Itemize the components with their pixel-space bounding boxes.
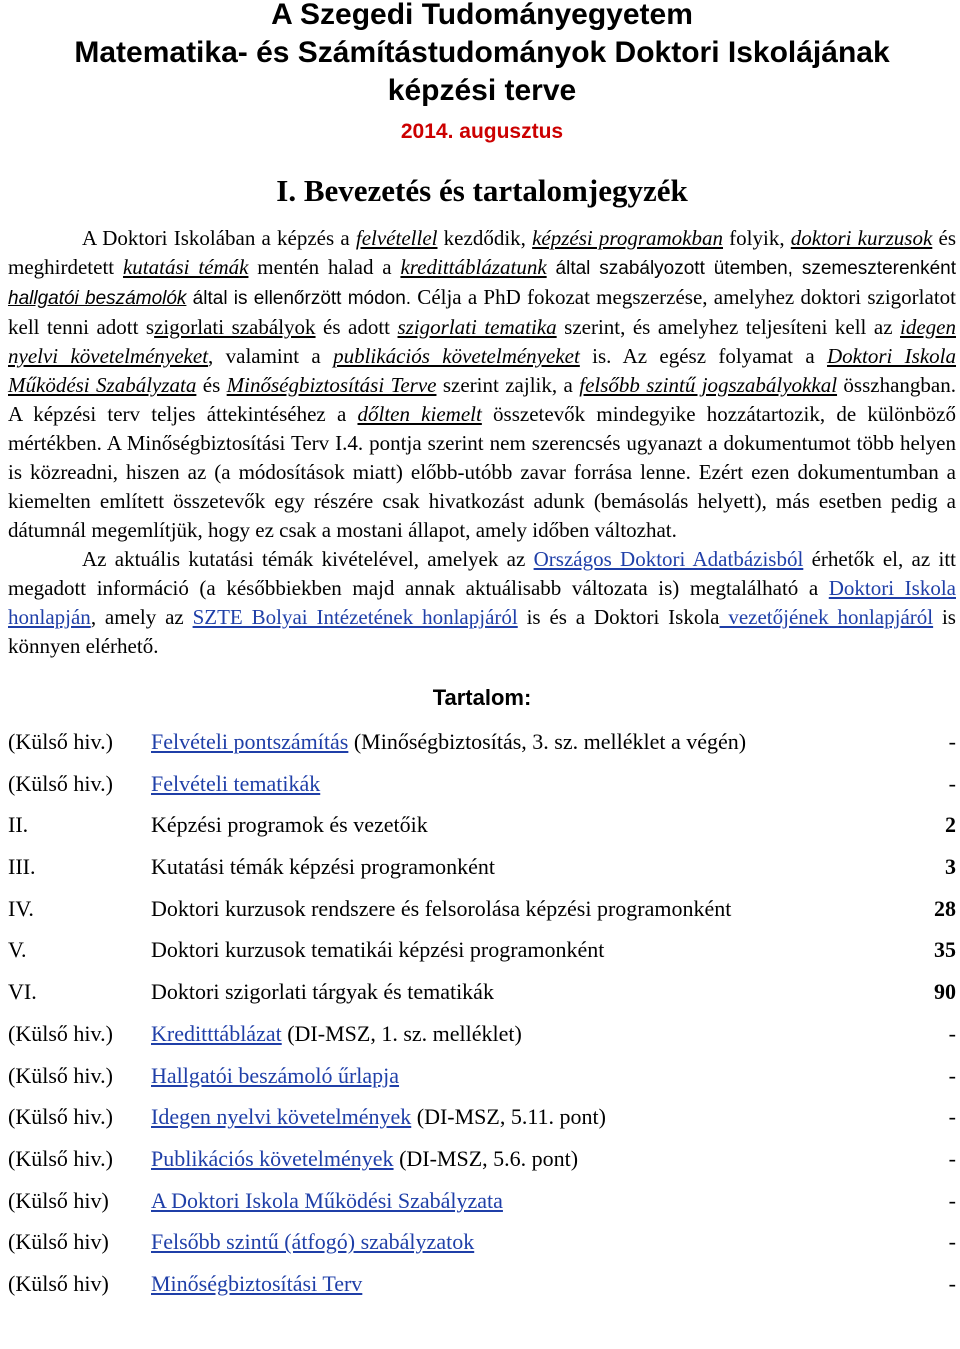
toc-entry-text: Képzési programok és vezetőik — [151, 812, 428, 838]
toc-link[interactable]: Idegen nyelvi követelmények — [151, 1104, 412, 1130]
text: mentén halad a — [248, 255, 401, 279]
term-jogszabalyok: felsőbb szintű jogszabályokkal — [579, 373, 838, 397]
toc-number: VI. — [8, 979, 37, 1005]
toc-number: V. — [8, 937, 27, 963]
title-line-3: képzési terve — [387, 74, 577, 107]
toc-number: II. — [8, 812, 29, 838]
text: folyik, — [723, 226, 791, 250]
link-orszagos-doktori-adatbazis[interactable]: Országos Doktori Adatbázisból — [533, 547, 804, 571]
term-minosegbiztositasi-terv: Minőségbiztosítási Terve — [226, 373, 437, 397]
toc-number: (Külső hiv) — [8, 1187, 109, 1213]
text: is könnyen elérhető. — [8, 605, 956, 658]
toc-row[interactable] — [8, 1269, 956, 1311]
toc-page-number: - — [948, 770, 956, 796]
toc-entry — [151, 1186, 896, 1216]
text: Célja a PhD fokozat megszerzése, amelyhez doktori szigorlatot kell tenni adott s — [8, 285, 956, 339]
text: Az aktuális kutatási témák kivételével, amelyek az — [82, 547, 534, 571]
toc-page-number: - — [948, 1104, 956, 1130]
table-of-contents — [8, 727, 956, 1311]
toc-row[interactable] — [8, 1061, 956, 1103]
toc-row[interactable] — [8, 1144, 956, 1186]
document-date: 2014. augusztus — [400, 120, 564, 143]
intro-paragraph-1 — [8, 224, 956, 545]
link-szte-bolyai-honlap[interactable]: SZTE Bolyai Intézetének honlapjáról — [192, 605, 518, 629]
toc-row[interactable] — [8, 1227, 956, 1269]
toc-entry — [151, 977, 896, 1007]
toc-entry-text: (DI-MSZ, 5.6. pont) — [393, 1145, 579, 1171]
toc-entry-text: (DI-MSZ, 1. sz. melléklet) — [281, 1020, 522, 1046]
toc-row — [8, 894, 956, 936]
term-mukodesi-szabalyzat: Doktori Iskola Működési Szabályzata — [8, 344, 956, 397]
text: , amely az — [90, 605, 193, 629]
toc-number: (Külső hiv.) — [8, 729, 113, 754]
toc-entry — [151, 1269, 896, 1299]
toc-number: (Külső hiv.) — [8, 770, 113, 796]
toc-link[interactable]: Kreditttáblázat — [151, 1020, 282, 1046]
toc-row — [8, 810, 956, 852]
term-hallgatoi-beszamolok: hallgatói beszámolók — [8, 288, 187, 309]
text: összhangban. A képzési terv teljes áttekintéséhez a — [8, 373, 956, 426]
term-felvetel: felvétellel — [355, 226, 438, 250]
text: kezdődik, — [437, 226, 533, 250]
toc-entry — [151, 769, 896, 799]
link-doktori-iskola-honlap[interactable]: Doktori Iskola honlapján — [8, 576, 956, 629]
text: és meghirdetett — [8, 226, 956, 279]
text: , valamint a — [208, 344, 334, 368]
toc-row — [8, 977, 956, 1019]
toc-number: IV. — [8, 895, 34, 921]
intro-paragraph-2 — [8, 545, 956, 661]
toc-row — [8, 852, 956, 894]
text: által is ellenőrzött módon. — [186, 288, 412, 309]
toc-number: (Külső hiv) — [8, 1270, 109, 1296]
toc-entry — [151, 1102, 896, 1132]
toc-entry — [151, 1061, 896, 1091]
toc-link[interactable]: Felvételi tematikák — [151, 770, 321, 796]
toc-page-number: - — [948, 1229, 956, 1255]
document-page — [8, 0, 956, 1311]
toc-entry-text: Doktori kurzusok tematikái képzési programonként — [151, 937, 605, 963]
toc-entry — [151, 935, 896, 965]
text: összetevők mindegyike hozzátartozik, de különböző mértékben. A Minőségbiztosítási Terv I.4. pontja szerint nem szerencsés ugyanazt a dokumentumot több helyen is közreadni, hiszen az (a módosítások miatt) előbb-utóbb zavar forrása lenne. Ezért ezen dokumentumban a kiemelten említett összetevők egy részére csak hivatkozást adunk (bemásolás helyett), más esetben pedig a dátumnál megemlítjük, hogy ez csak a mostani állapot, amely időben változhat. — [8, 402, 957, 542]
term-idegen-nyelvi: idegen nyelvi követelményeket — [8, 315, 956, 368]
toc-entry-text: (DI-MSZ, 5.11. pont) — [411, 1104, 606, 1130]
toc-entry-text: Doktori szigorlati tárgyak és tematikák — [151, 979, 494, 1005]
text: szerint, és amelyhez teljesíteni kell az — [556, 315, 901, 339]
toc-link[interactable]: Felvételi pontszámítás — [151, 729, 349, 754]
toc-number: (Külső hiv.) — [8, 1020, 113, 1046]
toc-entry — [151, 1144, 896, 1174]
text: szerint zajlik, a — [436, 373, 580, 397]
toc-title: Tartalom: — [432, 685, 532, 710]
toc-row — [8, 935, 956, 977]
toc-row[interactable] — [8, 1102, 956, 1144]
text: és — [196, 373, 227, 397]
toc-link[interactable]: Publikációs követelmények — [151, 1145, 394, 1171]
term-doktori-kurzusok: doktori kurzusok — [790, 226, 933, 250]
section-heading: I. Bevezetés és tartalomjegyzék — [276, 173, 688, 208]
title-line-2: Matematika- és Számítástudományok Doktori Iskolájának — [74, 36, 890, 69]
toc-number: (Külső hiv.) — [8, 1104, 113, 1130]
toc-entry — [151, 1227, 896, 1257]
toc-entry — [151, 894, 896, 924]
term-kepzesi-programok: képzési programokban — [532, 226, 723, 250]
toc-number: (Külső hiv) — [8, 1229, 109, 1255]
toc-link[interactable]: Hallgatói beszámoló űrlapja — [151, 1062, 400, 1088]
toc-page-number: - — [948, 1187, 956, 1213]
term-kutatasi-temak: kutatási témák — [122, 255, 249, 279]
toc-link[interactable]: Felsőbb szintű (átfogó) szabályzatok — [151, 1229, 475, 1255]
toc-page-number: 28 — [934, 895, 956, 921]
term-publikacios: publikációs követelményeket — [333, 344, 580, 368]
toc-entry-text: Doktori kurzusok rendszere és felsorolása képzési programonként — [151, 895, 732, 921]
term-szigorlati-szabalyok: zigorlati szabályok — [154, 315, 316, 339]
toc-row[interactable] — [8, 727, 956, 769]
term-kredittablazat: kredittáblázatunk — [400, 255, 547, 279]
toc-number: (Külső hiv.) — [8, 1145, 113, 1171]
toc-page-number: 3 — [945, 854, 956, 880]
toc-row[interactable] — [8, 769, 956, 811]
toc-number: III. — [8, 854, 36, 880]
text: és adott — [315, 315, 398, 339]
text: érhetők el, az itt megadott információ (a későbbiekben majd annak aktuálisabb változata is) megtalálható a — [8, 547, 956, 600]
toc-page-number: - — [948, 1270, 956, 1296]
toc-page-number: - — [948, 1020, 956, 1046]
term-szigorlati-tematika: szigorlati tematika — [397, 315, 557, 339]
toc-page-number: - — [948, 1145, 956, 1171]
title-line-1: A Szegedi Tudományegyetem — [271, 0, 693, 31]
toc-entry-text: (Minőségbiztosítás, 3. sz. melléklet a végén) — [348, 729, 747, 754]
toc-entry — [151, 852, 896, 882]
toc-link[interactable]: Minőségbiztosítási Terv — [151, 1270, 363, 1296]
text: által szabályozott ütemben, szemeszterenként — [546, 258, 957, 279]
toc-entry — [151, 810, 896, 840]
toc-page-number: - — [948, 1062, 956, 1088]
toc-row[interactable] — [8, 1019, 956, 1061]
toc-entry — [151, 1019, 896, 1049]
text: is. Az egész folyamat a — [579, 344, 828, 368]
term-dolten-kiemelt: dőlten kiemelt — [357, 402, 482, 426]
toc-row[interactable] — [8, 1186, 956, 1228]
toc-entry-text: Kutatási témák képzési programonként — [151, 854, 495, 880]
text: A Doktori Iskolában a képzés a — [82, 226, 356, 250]
toc-page-number: - — [948, 729, 956, 754]
link-vezeto-honlap[interactable]: vezetőjének honlapjáról — [719, 605, 934, 629]
toc-page-number: 2 — [945, 812, 956, 838]
toc-page-number: 35 — [934, 937, 956, 963]
text: is és a Doktori Iskola — [517, 605, 720, 629]
toc-entry — [151, 727, 896, 757]
toc-number: (Külső hiv.) — [8, 1062, 113, 1088]
toc-link[interactable]: A Doktori Iskola Működési Szabályzata — [151, 1187, 503, 1213]
toc-page-number: 90 — [934, 979, 956, 1005]
